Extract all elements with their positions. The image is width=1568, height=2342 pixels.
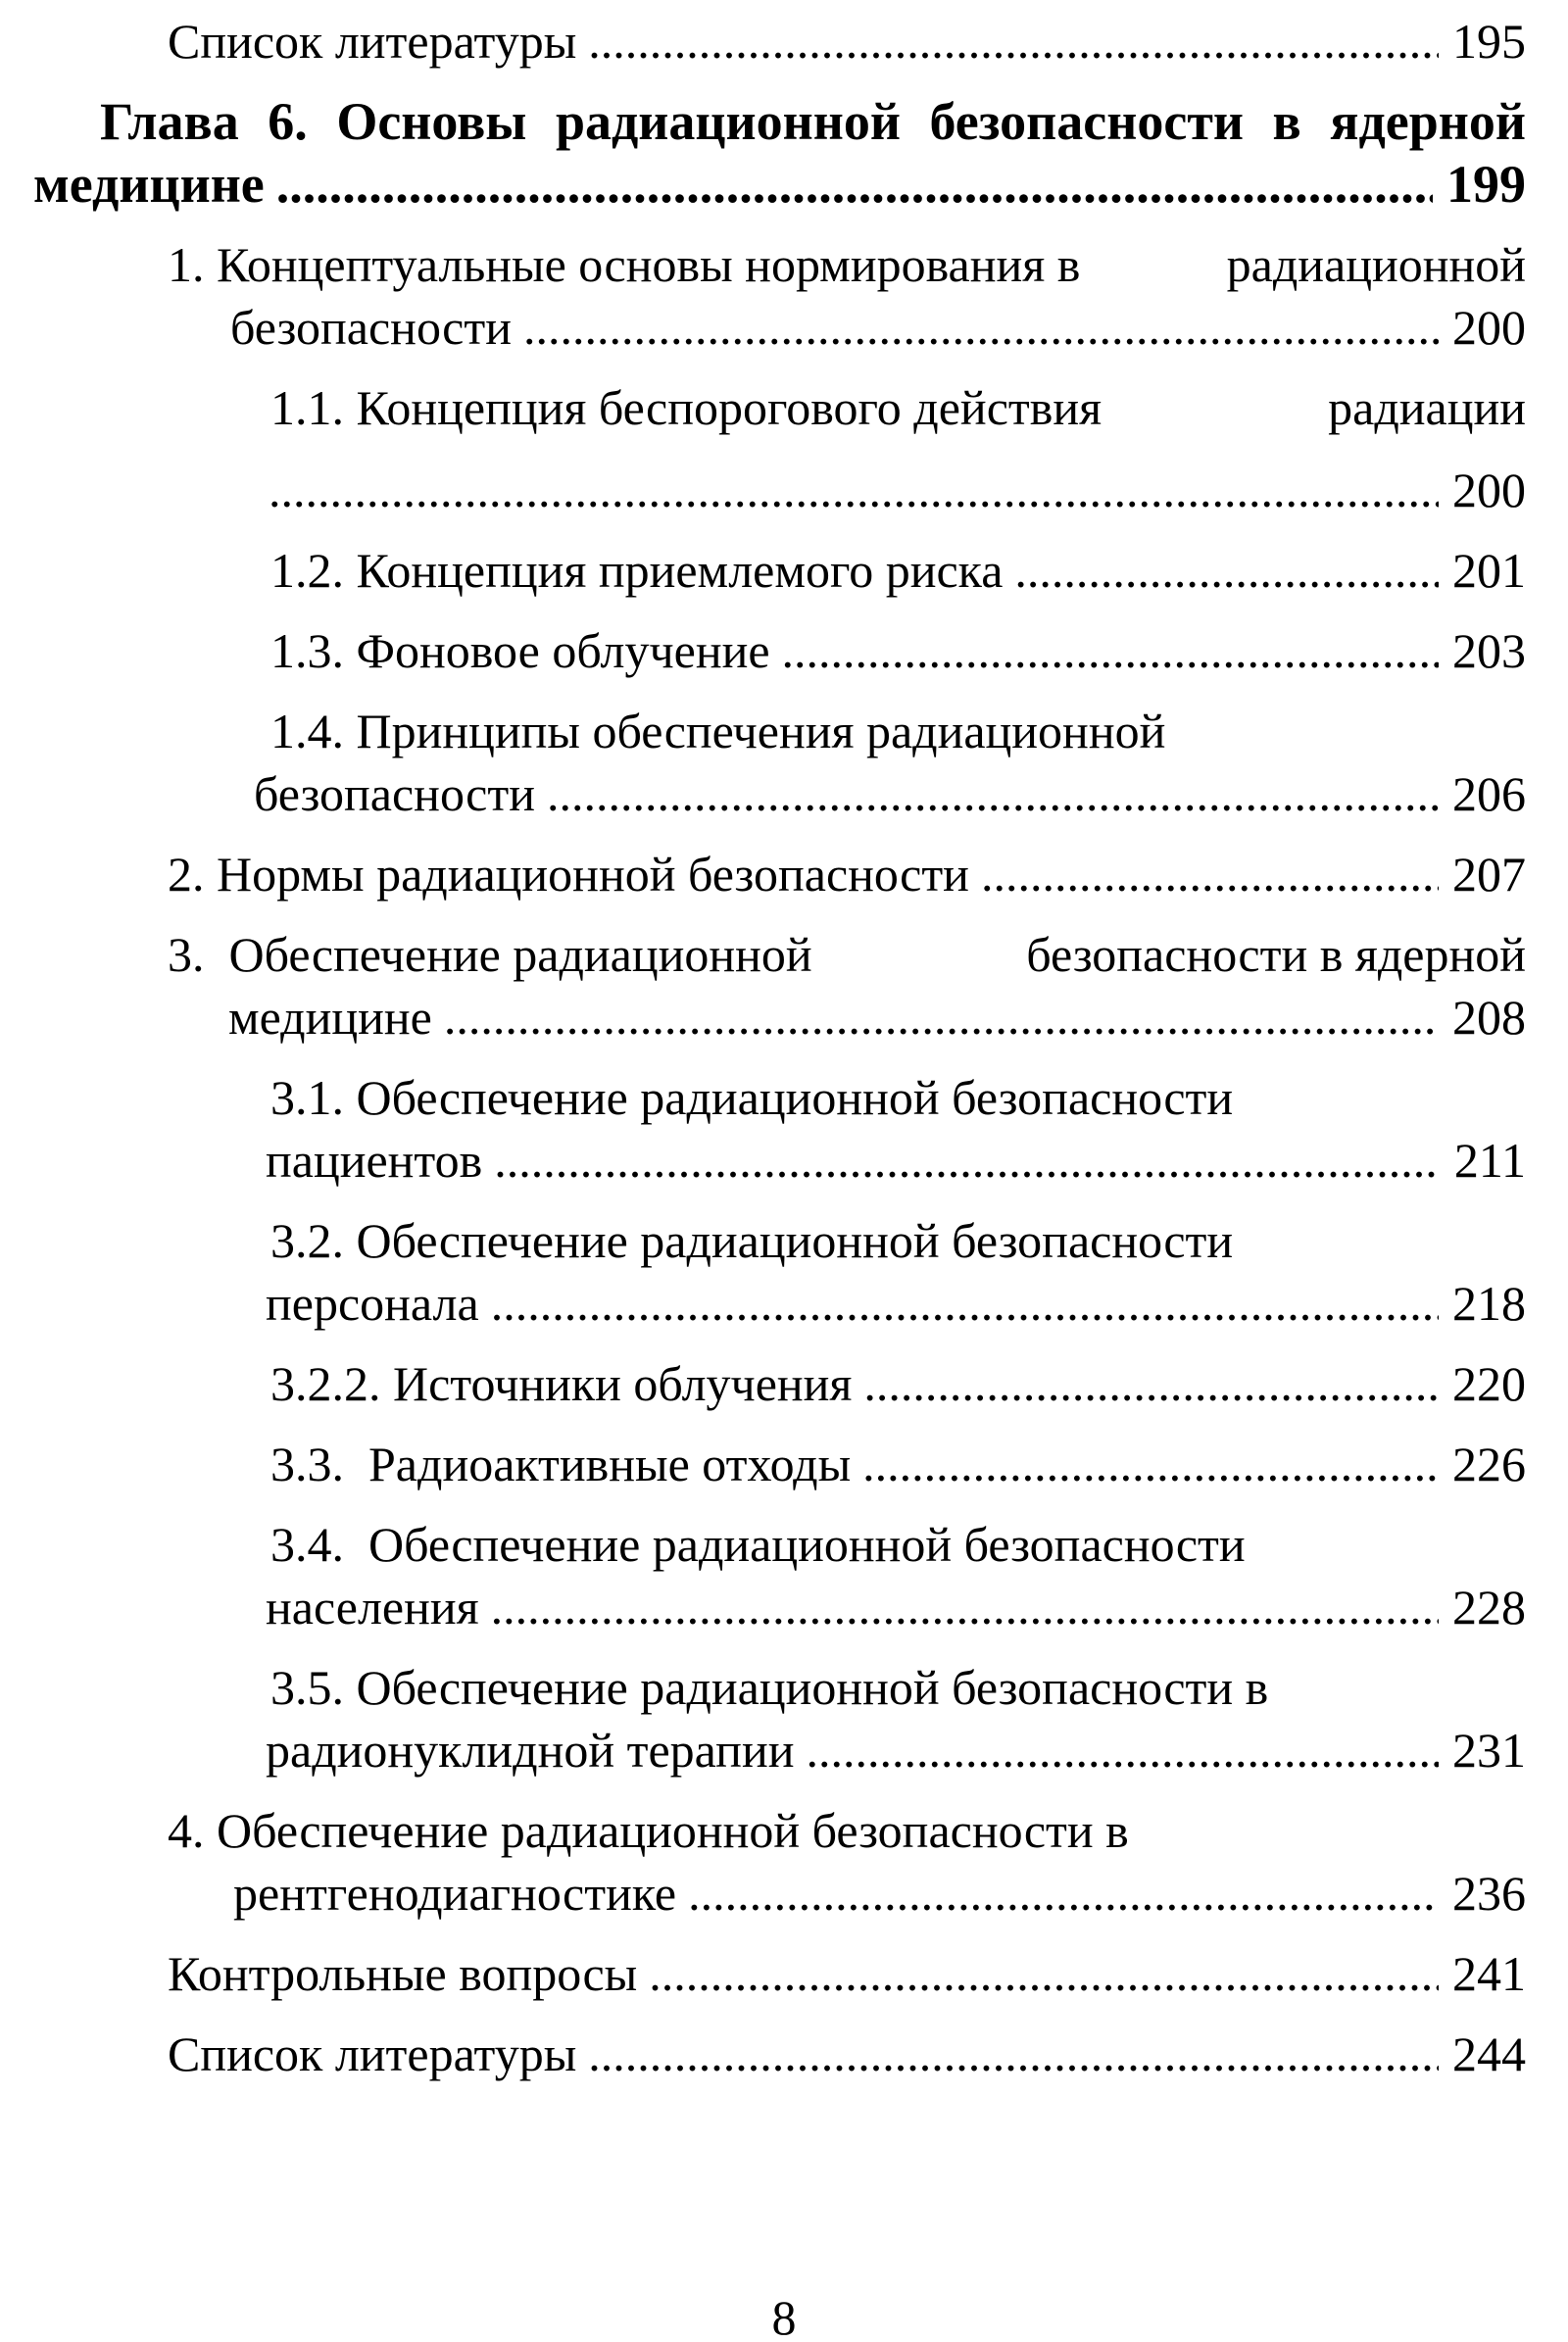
dot-leader	[491, 1576, 1439, 1638]
toc-entry	[0, 376, 1568, 521]
toc-page-number: 220	[1452, 1356, 1526, 1411]
toc-page-number: 218	[1452, 1276, 1526, 1331]
toc-row	[266, 1576, 1526, 1638]
toc-row	[266, 1129, 1526, 1192]
toc-entry-text: 3.3. Радиоактивные отходы	[270, 1437, 852, 1491]
toc-entry-text: пациентов	[266, 1133, 483, 1188]
toc-row	[168, 233, 1526, 296]
toc-entry	[0, 1513, 1568, 1638]
toc-page-number: 207	[1452, 847, 1526, 902]
toc-row	[233, 1862, 1526, 1925]
toc-entry-text: Контрольные вопросы	[168, 1946, 638, 2001]
dot-leader	[588, 2023, 1439, 2085]
toc-entry-text: радионуклидной терапии	[266, 1723, 795, 1778]
dot-leader	[547, 762, 1439, 825]
dot-leader	[276, 153, 1433, 216]
toc-page-number: 244	[1452, 2026, 1526, 2081]
toc-row	[168, 2023, 1526, 2085]
toc-entry	[0, 1352, 1568, 1415]
toc-page-number: 195	[1452, 14, 1526, 69]
toc-entry-text: персонала	[266, 1276, 479, 1331]
toc-row	[270, 1209, 1526, 1272]
toc-row	[230, 296, 1526, 359]
toc-entry-text: 1. Концептуальные основы нормирования в	[168, 237, 1081, 292]
toc-page-number: 206	[1452, 766, 1526, 821]
toc-entry-chapter	[0, 90, 1568, 216]
toc-entry-text: 1.4. Принципы обеспечения радиационной	[270, 704, 1166, 758]
toc-row	[269, 459, 1526, 521]
dot-leader	[863, 1352, 1439, 1415]
toc-entry	[0, 1942, 1568, 2005]
toc-entry	[0, 2023, 1568, 2085]
dot-leader	[588, 10, 1439, 73]
toc-row	[270, 539, 1526, 602]
toc-row	[266, 1272, 1526, 1335]
toc-page-number: 208	[1452, 990, 1526, 1045]
toc-entry	[0, 700, 1568, 825]
toc-chapter-text: медицине	[33, 155, 265, 214]
dot-leader	[494, 1129, 1441, 1192]
toc-row	[266, 1719, 1526, 1781]
toc-entry	[0, 1799, 1568, 1925]
toc-entry-text: безопасности в ядерной	[1026, 927, 1526, 982]
toc-page-number: 228	[1452, 1580, 1526, 1635]
dot-leader	[688, 1862, 1439, 1925]
toc-entry-text: 3.4. Обеспечение радиационной безопасности	[270, 1517, 1246, 1572]
toc-entry-text: 3.1. Обеспечение радиационной безопасности	[270, 1070, 1234, 1125]
toc-page-number: 226	[1452, 1437, 1526, 1491]
toc-entry-text: Список литературы	[168, 14, 577, 69]
toc-row	[270, 1513, 1526, 1576]
toc-row	[100, 90, 1526, 153]
toc-row	[270, 700, 1526, 762]
toc-page-number: 231	[1452, 1723, 1526, 1778]
toc-entry-text: безопасности	[230, 300, 512, 355]
dot-leader	[269, 459, 1439, 521]
toc-entry	[0, 233, 1568, 359]
toc-page-number: 199	[1446, 155, 1526, 214]
toc-entry-text: 2. Нормы радиационной безопасности	[168, 847, 969, 902]
toc-entry-text: 3. Обеспечение радиационной	[168, 927, 812, 982]
toc-entry	[0, 1433, 1568, 1495]
toc-entry-text: безопасности	[254, 766, 535, 821]
toc-row	[270, 1066, 1526, 1129]
toc-entry-text: 3.5. Обеспечение радиационной безопасности в	[270, 1660, 1269, 1715]
toc-entry-text: радиации	[1328, 380, 1526, 435]
toc-row	[270, 376, 1526, 439]
toc-entry-text: 1.2. Концепция приемлемого риска	[270, 543, 1004, 598]
toc-page-number: 241	[1452, 1946, 1526, 2001]
toc-entry-text: радиационной	[1226, 237, 1526, 292]
toc-row	[270, 1656, 1526, 1719]
dot-leader	[981, 843, 1439, 905]
toc-chapter-text: Глава 6. Основы радиационной безопасности в ядерной	[100, 92, 1526, 151]
toc-row	[168, 923, 1526, 986]
toc-entry-text: 1.1. Концепция беспорогового действия	[270, 380, 1102, 435]
toc-page-number: 236	[1452, 1866, 1526, 1921]
page-number: 8	[771, 2290, 797, 2342]
toc-entry-text: населения	[266, 1580, 479, 1635]
toc-entry	[0, 539, 1568, 602]
dot-leader	[782, 619, 1439, 682]
page-footer	[0, 2286, 1568, 2342]
dot-leader	[806, 1719, 1439, 1781]
toc-entry-text: 1.3. Фоновое облучение	[270, 623, 770, 678]
toc-entry-text: рентгенодиагностике	[233, 1866, 677, 1921]
dot-leader	[523, 296, 1439, 359]
toc-page-number: 200	[1452, 300, 1526, 355]
toc-row	[168, 1942, 1526, 2005]
toc-entry	[0, 923, 1568, 1049]
dot-leader	[649, 1942, 1439, 2005]
dot-leader	[491, 1272, 1439, 1335]
toc-row	[270, 1352, 1526, 1415]
toc-entry-text: 3.2. Обеспечение радиационной безопасности	[270, 1213, 1234, 1268]
dot-leader	[862, 1433, 1439, 1495]
toc-entry-text: 3.2.2. Источники облучения	[270, 1356, 853, 1411]
toc-entry	[0, 619, 1568, 682]
toc-row	[270, 1433, 1526, 1495]
toc-row	[33, 153, 1526, 216]
toc-entry	[0, 10, 1568, 73]
toc-entry	[0, 1209, 1568, 1335]
toc-row	[168, 843, 1526, 905]
toc-page-number: 203	[1452, 623, 1526, 678]
table-of-contents	[0, 10, 1568, 2085]
toc-row	[168, 1799, 1526, 1862]
toc-row	[228, 986, 1526, 1049]
toc-page-number: 201	[1452, 543, 1526, 598]
toc-row	[254, 762, 1526, 825]
toc-entry-text: Список литературы	[168, 2026, 577, 2081]
dot-leader	[444, 986, 1439, 1049]
toc-entry	[0, 843, 1568, 905]
toc-entry-text: медицине	[228, 990, 432, 1045]
toc-row	[168, 10, 1526, 73]
dot-leader	[1014, 539, 1439, 602]
toc-row	[270, 619, 1526, 682]
toc-entry-text: 4. Обеспечение радиационной безопасности в	[168, 1803, 1129, 1858]
toc-entry	[0, 1066, 1568, 1192]
toc-entry	[0, 1656, 1568, 1781]
toc-page-number: 200	[1452, 463, 1526, 517]
toc-page-number: 211	[1453, 1133, 1526, 1188]
